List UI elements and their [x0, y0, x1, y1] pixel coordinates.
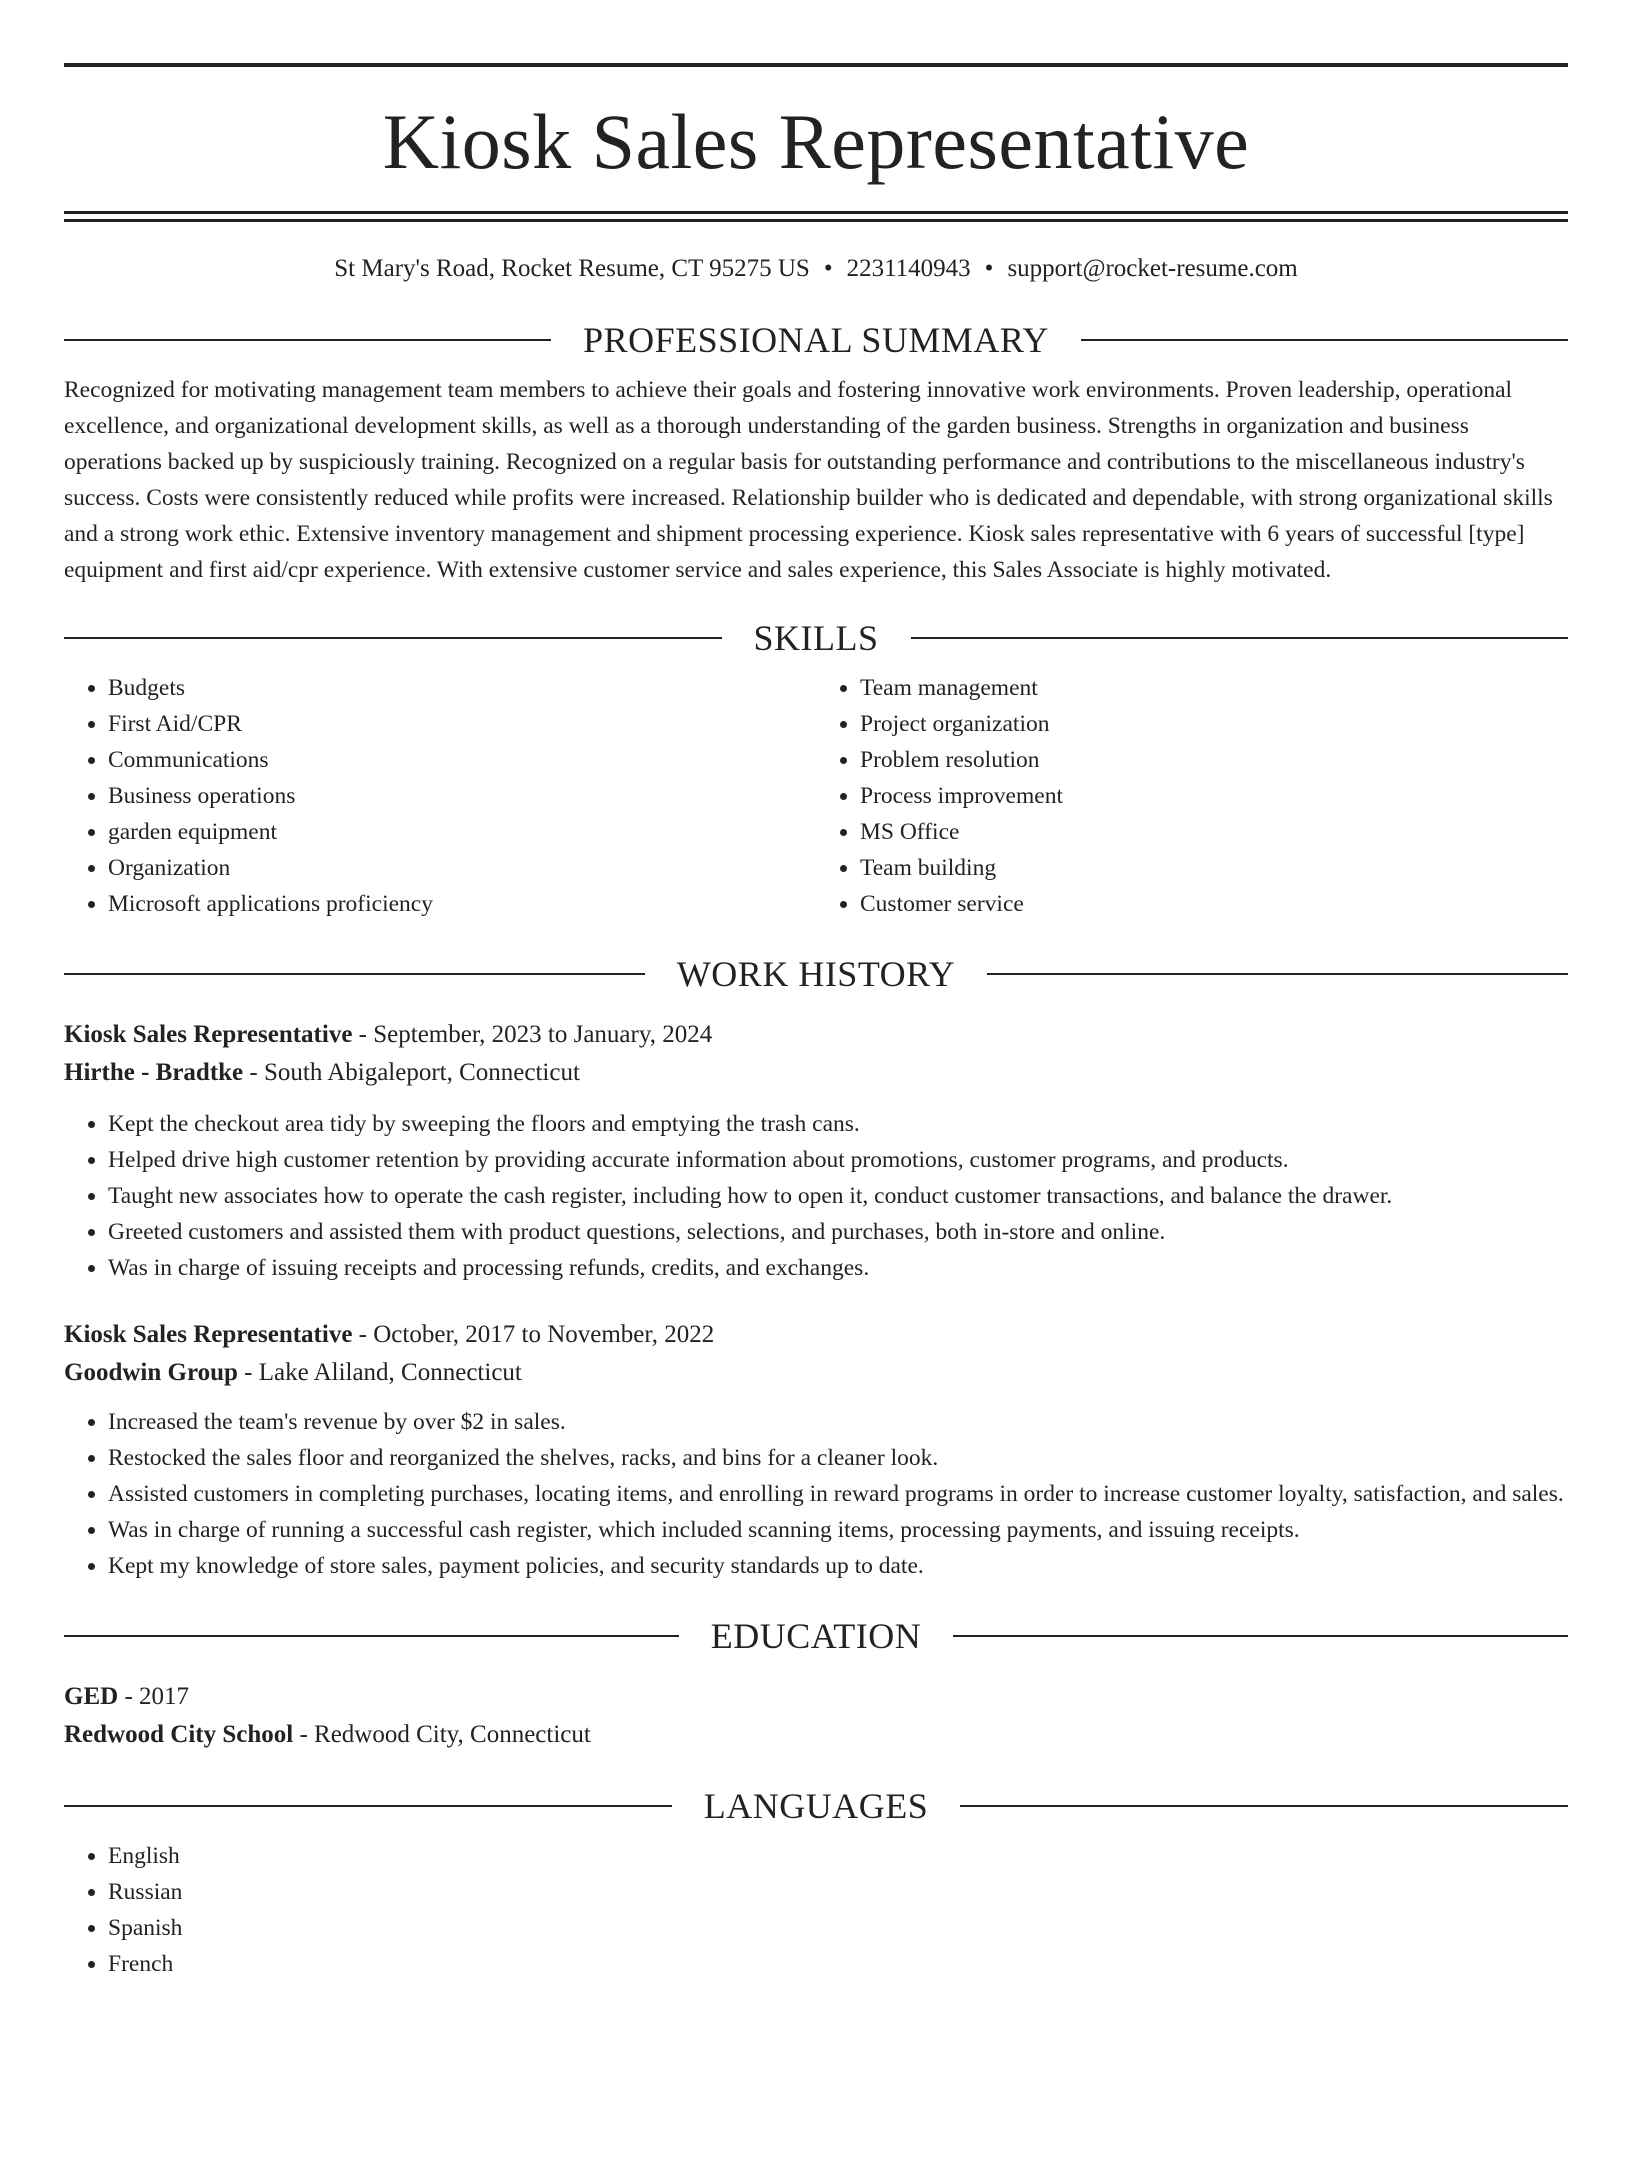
job-dates: September, 2023 to January, 2024: [373, 1021, 713, 1048]
section-rule: [64, 339, 551, 341]
contact-phone: 2231140943: [846, 255, 971, 282]
education-school-line: Redwood City School - Redwood City, Connecticut: [64, 1721, 591, 1748]
skill-item: • Budgets: [108, 670, 816, 706]
skill-item: • Team management: [860, 670, 1568, 706]
contact-separator: •: [984, 255, 994, 282]
contact-address: St Mary's Road, Rocket Resume, CT 95275 US: [334, 255, 810, 282]
job-bullet: • Taught new associates how to operate the cash register, including how to open it, conduct customer transactions, and balance the drawer.: [108, 1178, 1568, 1214]
languages-list: [64, 1838, 1568, 1982]
job-location: South Abigaleport, Connecticut: [263, 1059, 580, 1086]
top-rule: [64, 63, 1568, 67]
job-entry: [64, 1316, 1568, 1584]
section-rule: [911, 637, 1569, 639]
section-title-summary: PROFESSIONAL SUMMARY: [583, 320, 1049, 360]
language-item: • Russian: [108, 1874, 1568, 1910]
skill-item: • Microsoft applications proficiency: [108, 886, 816, 922]
job-company-line: Hirthe - Bradtke - South Abigaleport, Connecticut: [64, 1059, 580, 1086]
section-rule: [987, 973, 1568, 975]
contact-email: support@rocket-resume.com: [1007, 255, 1298, 282]
section-header-education: [64, 1618, 1568, 1654]
education-school: Redwood City School: [64, 1721, 294, 1748]
skill-item: • First Aid/CPR: [108, 706, 816, 742]
job-title-line: Kiosk Sales Representative - September, 2023 to January, 2024: [64, 1021, 713, 1048]
job-bullet: • Kept the checkout area tidy by sweeping the floors and emptying the trash cans.: [108, 1106, 1568, 1142]
job-bullet: • Restocked the sales floor and reorganized the shelves, racks, and bins for a cleaner look.: [108, 1440, 1568, 1476]
education-year: 2017: [139, 1683, 190, 1710]
job-bullets: [64, 1404, 1568, 1584]
section-header-languages: [64, 1788, 1568, 1824]
section-header-summary: [64, 322, 1568, 358]
job-bullet: • Was in charge of running a successful cash register, which included scanning items, processing payments, and issuing receipts.: [108, 1512, 1568, 1548]
language-item: • French: [108, 1946, 1568, 1982]
skill-item: • garden equipment: [108, 814, 816, 850]
skill-item: • Organization: [108, 850, 816, 886]
job-title: Kiosk Sales Representative: [64, 1321, 353, 1348]
job-company: Goodwin Group: [64, 1359, 238, 1386]
job-bullets: [64, 1106, 1568, 1286]
section-header-work: [64, 956, 1568, 992]
job-bullet: • Increased the team's revenue by over $2 in sales.: [108, 1404, 1568, 1440]
section-rule: [64, 1805, 672, 1807]
skill-item: • MS Office: [860, 814, 1568, 850]
job-entry: [64, 1016, 1568, 1286]
section-rule: [64, 1635, 679, 1637]
section-title-work: WORK HISTORY: [676, 954, 956, 994]
section-header-skills: [64, 620, 1568, 656]
skill-item: • Problem resolution: [860, 742, 1568, 778]
job-bullet: • Was in charge of issuing receipts and processing refunds, credits, and exchanges.: [108, 1250, 1568, 1286]
resume-name: Kiosk Sales Representative: [382, 98, 1250, 185]
job-bullet: • Greeted customers and assisted them with product questions, selections, and purchases, both in-store and online.: [108, 1214, 1568, 1250]
section-rule: [953, 1635, 1568, 1637]
job-bullet: • Kept my knowledge of store sales, payment policies, and security standards up to date.: [108, 1548, 1568, 1584]
section-rule: [1081, 339, 1568, 341]
skill-item: • Process improvement: [860, 778, 1568, 814]
job-company: Hirthe - Bradtke: [64, 1059, 244, 1086]
skills-column-right: [816, 670, 1568, 922]
job-bullet: • Helped drive high customer retention by providing accurate information about promotions, customer programs, and products.: [108, 1142, 1568, 1178]
job-location: Lake Aliland, Connecticut: [258, 1359, 522, 1386]
education-degree-line: GED - 2017: [64, 1683, 190, 1710]
education-entry: [64, 1678, 1568, 1754]
job-bullet: • Assisted customers in completing purchases, locating items, and enrolling in reward programs in order to increase customer loyalty, satisfaction, and sales.: [108, 1476, 1568, 1512]
skill-item: • Customer service: [860, 886, 1568, 922]
section-title-education: EDUCATION: [710, 1616, 922, 1656]
skills-column-left: [64, 670, 816, 922]
job-title-line: Kiosk Sales Representative - October, 2017 to November, 2022: [64, 1321, 715, 1348]
contact-separator: •: [823, 255, 833, 282]
job-company-line: Goodwin Group - Lake Aliland, Connecticut: [64, 1359, 522, 1386]
skills-list: [64, 670, 1568, 922]
language-item: • English: [108, 1838, 1568, 1874]
skill-item: • Communications: [108, 742, 816, 778]
resume-page: [0, 63, 1632, 2175]
section-rule: [64, 973, 645, 975]
section-rule: [64, 637, 722, 639]
summary-text: Recognized for motivating management team members to achieve their goals and fostering innovative work environments. Proven leadership, operational excellence, and organizational development skills, as well as a thorough understanding of the garden business. Strengths in organization and business operations backed up by suspiciously training. Recognized on a regular basis for outstanding performance and contributions to the miscellaneous industry's success. Costs were consistently reduced while profits were increased. Relationship builder who is dedicated and dependable, with strong organizational skills and a strong work ethic. Extensive inventory management and shipment processing experience. Kiosk sales representative with 6 years of successful [type] equipment and first aid/cpr experience. With extensive customer service and sales experience, this Sales Associate is highly motivated.: [64, 377, 1553, 583]
section-title-skills: SKILLS: [753, 618, 879, 658]
double-rule: [64, 211, 1568, 222]
section-rule: [960, 1805, 1568, 1807]
skill-item: • Team building: [860, 850, 1568, 886]
education-degree: GED: [64, 1683, 119, 1710]
language-item: • Spanish: [108, 1910, 1568, 1946]
education-location: Redwood City, Connecticut: [314, 1721, 591, 1748]
job-title: Kiosk Sales Representative: [64, 1021, 353, 1048]
section-title-languages: LANGUAGES: [703, 1786, 929, 1826]
job-dates: October, 2017 to November, 2022: [373, 1321, 715, 1348]
skill-item: • Project organization: [860, 706, 1568, 742]
skill-item: • Business operations: [108, 778, 816, 814]
contact-line: [64, 254, 1568, 284]
